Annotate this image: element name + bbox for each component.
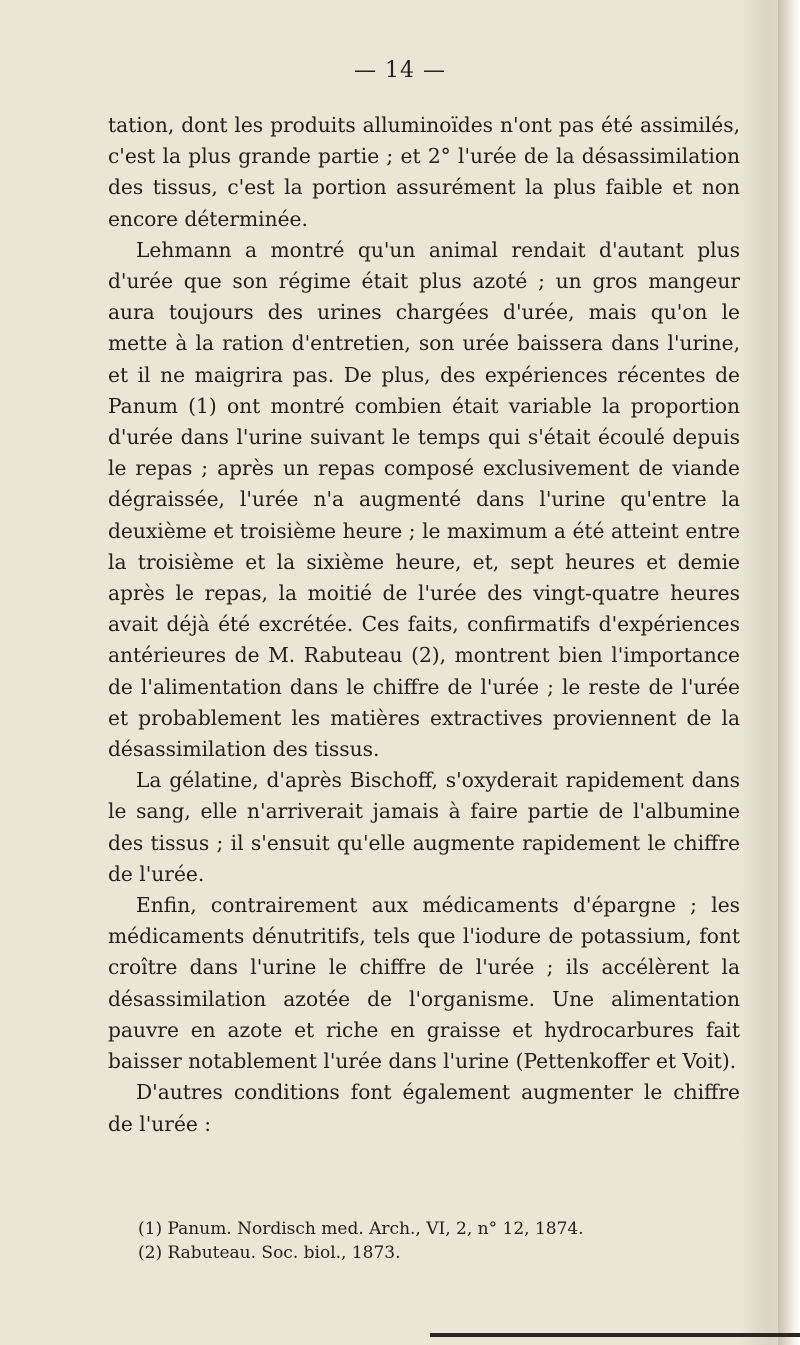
- paragraph-5: D'autres conditions font également augmenter le chiffre de l'urée :: [108, 1080, 740, 1136]
- paragraph-1: tation, dont les produits alluminoïdes n'ont pas été assimilés, c'est la plus grande partie ; et 2° l'urée de la désassimilation des tissus, c'est la portion assurément la plus faible et non encore déterminée.: [108, 113, 740, 231]
- paragraph-4: Enfin, contrairement aux médicaments d'épargne ; les médicaments dénutritifs, tels que l'iodure de potassium, font croître dans l'urine le chiffre de l'urée ; ils accélèrent la désassimilation azotée de l'organisme. Une alimentation pauvre en azote et riche en graisse et hydrocarbures fait baisser notablement l'urée dans l'urine (Pettenkoffer et Voit).: [108, 893, 740, 1074]
- bottom-rule: [430, 1333, 800, 1337]
- paragraph-2: Lehmann a montré qu'un animal rendait d'autant plus d'urée que son régime était plus azoté ; un gros mangeur aura toujours des urines chargées d'urée, mais qu'on le mette à la ration d'entretien, son urée baissera dans l'urine, et il ne maigrira pas. De plus, des expériences récentes de Panum (1) ont montré combien était variable la proportion d'urée dans l'urine suivant le temps qui s'était écoulé depuis le repas ; après un repas composé exclusivement de viande dégraissée, l'urée n'a augmenté dans l'urine qu'entre la deuxième et troisième heure ; le maximum a été atteint entre la troisième et la sixième heure, et, sept heures et demie après le repas, la moitié de l'urée des vingt-quatre heures avait déjà été excrétée. Ces faits, confirmatifs d'expériences antérieures de M. Rabuteau (2), montrent bien l'importance de l'alimentation dans le chiffre de l'urée ; le reste de l'urée et probablement les matières extractives proviennent de la désassimilation des tissus.: [108, 237, 740, 762]
- page-number: — 14 —: [354, 58, 446, 83]
- footnote-1: (1) Panum. Nordisch med. Arch., VI, 2, n° 12, 1874.: [138, 1219, 584, 1239]
- paragraph-3: La gélatine, d'après Bischoff, s'oxyderait rapidement dans le sang, elle n'arriverait jamais à faire partie de l'albumine des tissus ; il s'ensuit qu'elle augmente rapidement le chiffre de l'urée.: [108, 768, 740, 886]
- footnotes: [108, 1217, 748, 1265]
- footnote-2: (2) Rabuteau. Soc. biol., 1873.: [138, 1243, 401, 1263]
- page-edge-shadow: [778, 0, 800, 1345]
- body-text: [108, 110, 740, 1140]
